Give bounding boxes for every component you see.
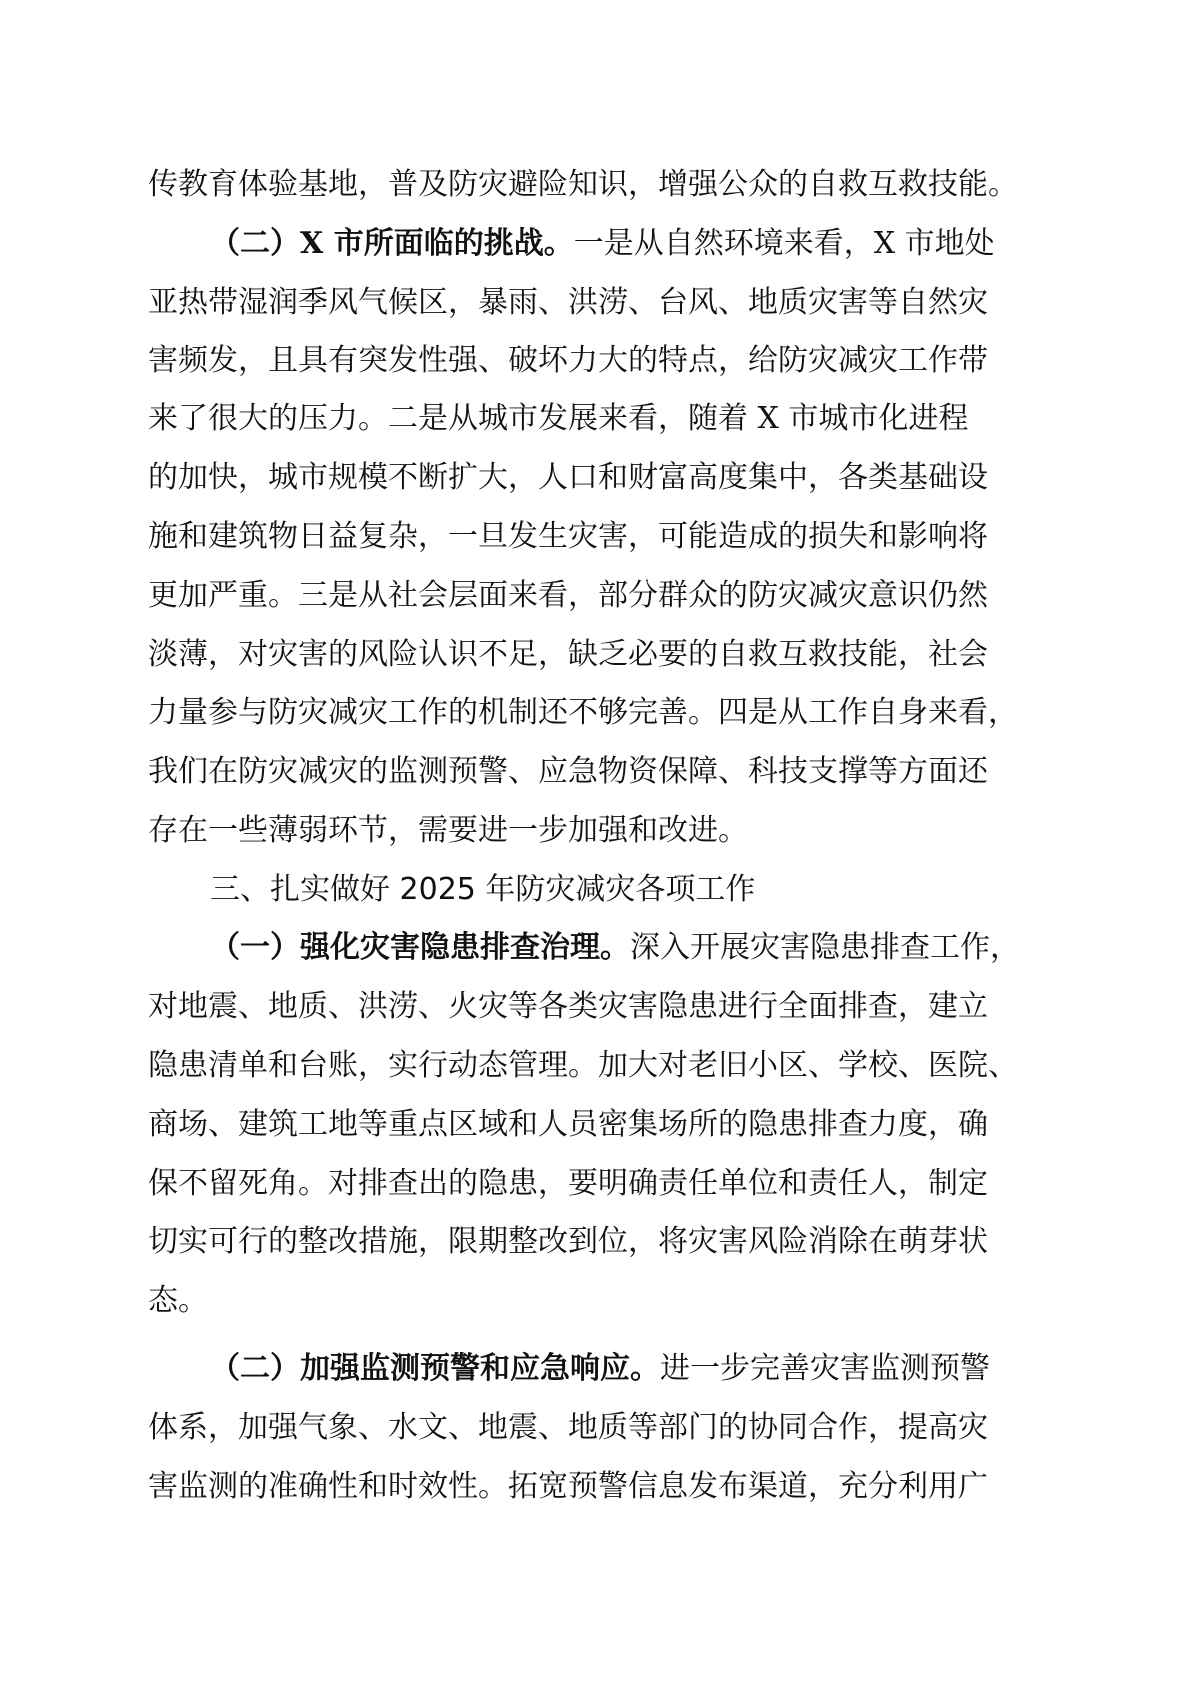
text-line: 来了很大的压力。二是从城市发展来看，随着 X 市城市化进程 bbox=[148, 401, 969, 436]
text-line: 的加快，城市规模不断扩大，人口和财富高度集中，各类基础设 bbox=[148, 460, 988, 495]
text-line: 淡薄，对灾害的风险认识不足，缺乏必要的自救互救技能，社会 bbox=[148, 637, 988, 672]
paragraph-first-line bbox=[210, 214, 1040, 274]
paragraph-lead: （一）强化灾害隐患排查治理。 bbox=[210, 930, 630, 965]
text-line: 施和建筑物日益复杂，一旦发生灾害，可能造成的损失和影响将 bbox=[148, 519, 988, 554]
text-line: 害频发，且具有突发性强、破坏力大的特点，给防灾减灾工作带 bbox=[148, 343, 988, 378]
text-line: 商场、建筑工地等重点区域和人员密集场所的隐患排查力度，确 bbox=[148, 1107, 988, 1142]
text-line: 隐患清单和台账，实行动态管理。加大对老旧小区、学校、医院、 bbox=[148, 1048, 1018, 1083]
paragraph-first-line bbox=[210, 918, 1040, 978]
text-line: 存在一些薄弱环节，需要进一步加强和改进。 bbox=[148, 813, 748, 848]
section-heading: 三、扎实做好 2025 年防灾减灾各项工作 bbox=[210, 872, 756, 907]
text-line: 害监测的准确性和时效性。拓宽预警信息发布渠道，充分利用广 bbox=[148, 1469, 988, 1504]
text-line: 体系，加强气象、水文、地震、地质等部门的协同合作，提高灾 bbox=[148, 1410, 988, 1445]
paragraph-text: 进一步完善灾害监测预警 bbox=[660, 1351, 990, 1386]
text-line: 更加严重。三是从社会层面来看，部分群众的防灾减灾意识仍然 bbox=[148, 578, 988, 613]
paragraph-lead: （二）X 市所面临的挑战。 bbox=[210, 226, 574, 261]
text-line: 态。 bbox=[148, 1283, 208, 1318]
text-line: 亚热带湿润季风气候区，暴雨、洪涝、台风、地质灾害等自然灾 bbox=[148, 285, 988, 320]
paragraph-lead: （二）加强监测预警和应急响应。 bbox=[210, 1351, 660, 1386]
text-line: 我们在防灾减灾的监测预警、应急物资保障、科技支撑等方面还 bbox=[148, 754, 988, 789]
text-line: 切实可行的整改措施，限期整改到位，将灾害风险消除在萌芽状 bbox=[148, 1224, 988, 1259]
text-line: 传教育体验基地，普及防灾避险知识，增强公众的自救互救技能。 bbox=[148, 167, 1018, 202]
text-line: 保不留死角。对排查出的隐患，要明确责任单位和责任人，制定 bbox=[148, 1166, 988, 1201]
text-line: 力量参与防灾减灾工作的机制还不够完善。四是从工作自身来看， bbox=[148, 695, 1018, 730]
paragraph-text: 深入开展灾害隐患排查工作， bbox=[630, 930, 1020, 965]
paragraph-first-line bbox=[210, 1339, 1040, 1399]
text-line: 对地震、地质、洪涝、火灾等各类灾害隐患进行全面排查，建立 bbox=[148, 989, 988, 1024]
paragraph-text: 一是从自然环境来看，X 市地处 bbox=[573, 226, 995, 261]
